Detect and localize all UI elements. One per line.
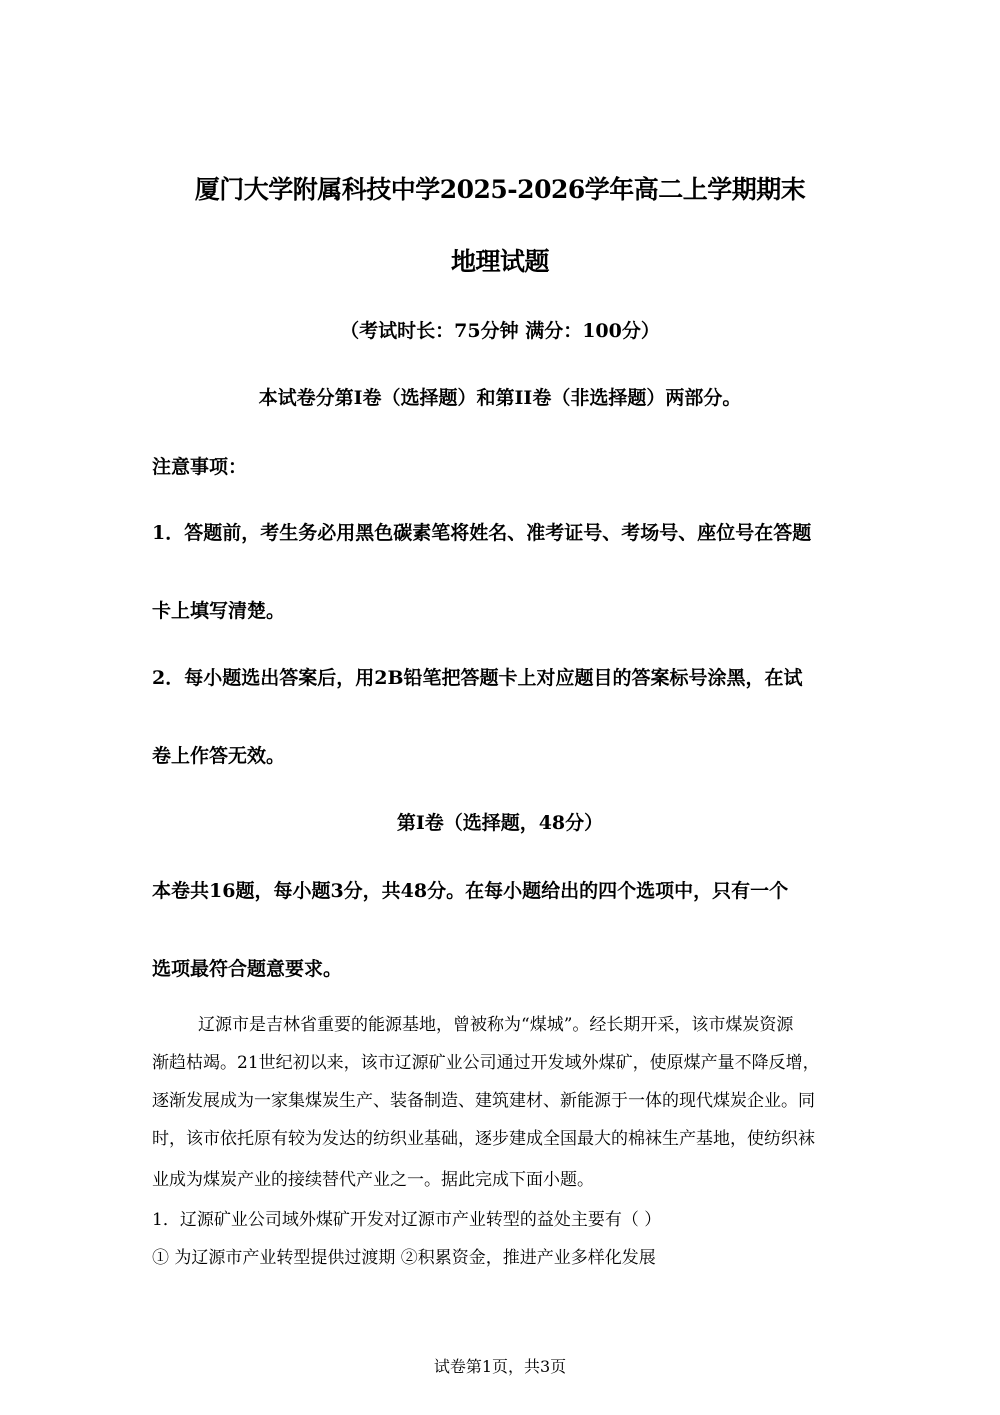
passage-line-1: 辽源市是吉林省重要的能源基地，曾被称为“煤城”。经长期开采，该市煤炭资源	[198, 1015, 794, 1035]
notice-item-2-line-2: 卷上作答无效。	[152, 745, 286, 767]
passage-line-3: 逐渐发展成为一家集煤炭生产、装备制造、建筑建材、新能源于一体的现代煤炭企业。同	[152, 1091, 815, 1111]
notice-item-1-line-2: 卡上填写清楚。	[152, 600, 286, 622]
subject-title: 地理试题	[450, 247, 549, 276]
section-1-instruction-line-2: 选项最符合题意要求。	[152, 958, 343, 980]
exam-title: 厦门大学附属科技中学2025-2026学年高二上学期期末	[194, 175, 806, 204]
question-1-options: ① 为辽源市产业转型提供过渡期 ②积累资金，推进产业多样化发展	[152, 1248, 656, 1268]
notice-heading: 注意事项：	[152, 456, 248, 478]
notice-item-1-line-1: 1．答题前，考生务必用黑色碳素笔将姓名、准考证号、考场号、座位号在答题	[152, 522, 812, 544]
passage-line-4: 时，该市依托原有较为发达的纺织业基础，逐步建成全国最大的棉袜生产基地，使纺织袜	[152, 1129, 815, 1149]
exam-intro: 本试卷分第I卷（选择题）和第II卷（非选择题）两部分。	[258, 387, 742, 409]
exam-info: （考试时长：75分钟 满分：100分）	[340, 320, 660, 342]
passage-line-2: 渐趋枯竭。21世纪初以来，该市辽源矿业公司通过开发域外煤矿，使原煤产量不降反增，	[152, 1053, 820, 1073]
passage-line-5: 业成为煤炭产业的接续替代产业之一。据此完成下面小题。	[152, 1170, 594, 1190]
section-1-instruction-line-1: 本卷共16题，每小题3分，共48分。在每小题给出的四个选项中，只有一个	[152, 880, 789, 902]
notice-item-2-line-1: 2．每小题选出答案后，用2B铅笔把答题卡上对应题目的答案标号涂黑，在试	[152, 667, 803, 689]
page-footer: 试卷第1页，共3页	[433, 1357, 567, 1376]
section-1-heading: 第I卷（选择题，48分）	[396, 812, 604, 834]
question-1-stem: 1．辽源矿业公司域外煤矿开发对辽源市产业转型的益处主要有（ ）	[152, 1210, 662, 1230]
